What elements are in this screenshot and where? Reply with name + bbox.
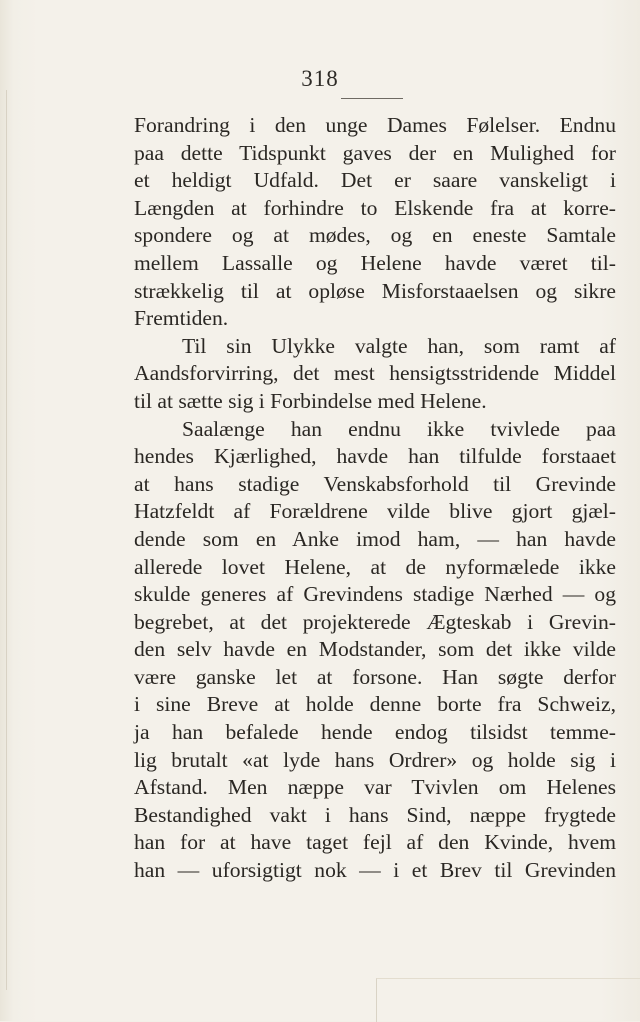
text-line: Bestandighed vakt i hans Sind, næppe frygtede (134, 802, 616, 827)
text-line: Længden at forhindre to Elskende fra at korre- (134, 195, 616, 220)
text-line: den selv havde en Modstander, som det ikke vilde (134, 637, 616, 662)
text-line: til at sætte sig i Forbindelse med Helene. (134, 388, 487, 413)
page-number: 318 (301, 66, 339, 91)
text-line: dende som en Anke imod ham, — han havde (134, 526, 616, 551)
page-number-rule (341, 98, 403, 99)
text-line: Til sin Ulykke valgte han, som ramt af (182, 333, 616, 358)
body-text (134, 112, 616, 885)
text-line: lig brutalt «at lyde hans Ordrer» og holde sig i (134, 747, 616, 772)
text-line: i sine Breve at holde denne borte fra Schweiz, (134, 692, 616, 717)
binding-gutter (6, 90, 7, 990)
text-line: mellem Lassalle og Helene havde været til- (134, 250, 616, 275)
text-line: Aandsforvirring, det mest hensigtsstridende Middel (134, 361, 616, 386)
text-line: strækkelig til at opløse Misforstaaelsen og sikre (134, 278, 616, 303)
text-line: skulde generes af Grevindens stadige Nærhed — og (134, 582, 616, 607)
text-line: at hans stadige Venskabsforhold til Grevinde (134, 471, 616, 496)
text-line: Afstand. Men næppe var Tvivlen om Helenes (134, 775, 616, 800)
text-line: Saalænge han endnu ikke tvivlede paa (182, 416, 616, 441)
scan-corner-mark (376, 978, 640, 1022)
text-line: ja han befalede hende endog tilsidst temme- (134, 720, 616, 745)
text-line: han — uforsigtigt nok — i et Brev til Grevinden (134, 858, 616, 883)
text-line: hendes Kjærlighed, havde han tilfulde forstaaet (134, 444, 616, 469)
text-line: begrebet, at det projekterede Ægteskab i Grevin- (134, 609, 616, 634)
text-line: være ganske let at forsone. Han søgte derfor (134, 664, 616, 689)
text-line: Forandring i den unge Dames Følelser. Endnu (134, 113, 616, 137)
text-line: spondere og at mødes, og en eneste Samtale (134, 223, 616, 248)
text-line: et heldigt Udfald. Det er saare vanskeligt i (134, 168, 616, 193)
text-line: Hatzfeldt af Forældrene vilde blive gjort gjæl- (134, 499, 616, 524)
text-line: han for at have taget fejl af den Kvinde, hvem (134, 830, 616, 855)
text-line: paa dette Tidspunkt gaves der en Mulighed for (134, 140, 616, 165)
text-line: Fremtiden. (134, 306, 229, 331)
text-line: allerede lovet Helene, at de nyformælede ikke (134, 554, 616, 579)
